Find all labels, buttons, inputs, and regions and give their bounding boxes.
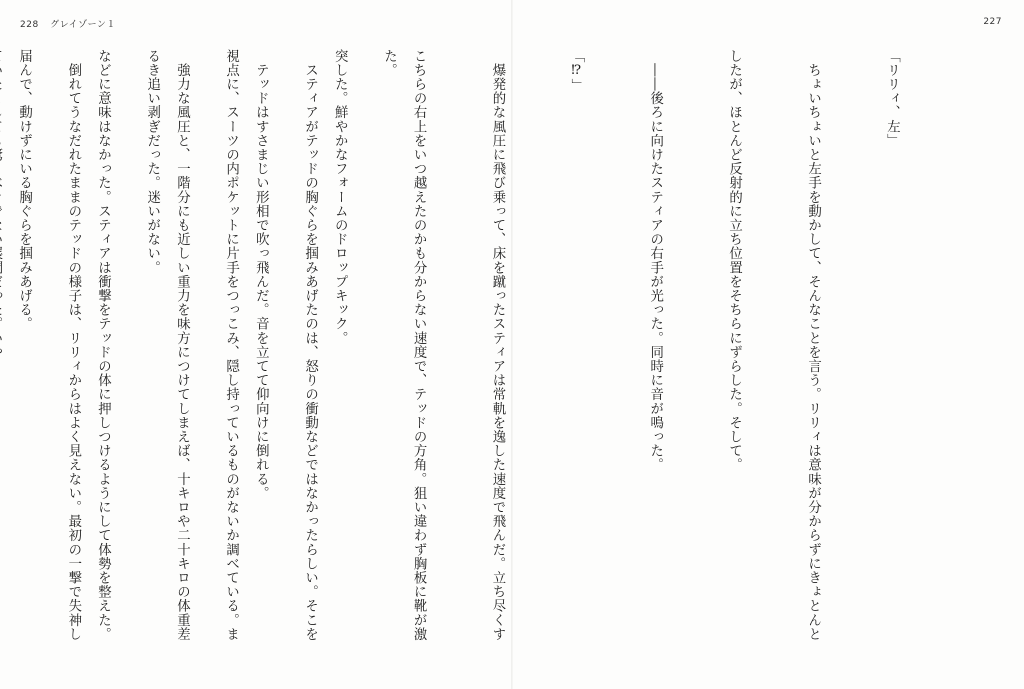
body-line: 「⁉」 <box>568 49 584 93</box>
body-line: テッドはすさまじい形相で吹っ飛んだ。音を立てて仰向けに倒れる。 <box>253 49 269 501</box>
body-line: るき追い剥ぎだった。迷いがない。 <box>144 49 160 275</box>
right-page-number: 227 <box>983 17 1002 27</box>
body-line: 倒れてうなだれたままのテッドの様子は、リリィからはよく見えない。最初の一撃で失神し <box>65 49 81 642</box>
body-line: 突した。鮮やかなフォームのドロップキック。 <box>332 49 348 346</box>
body-line <box>0 49 7 657</box>
body-line: ちょいちょいと左手を動かして、そんなことを言う。リリィは意味が分からずにきょとんと <box>805 49 821 642</box>
left-page-body <box>44 49 454 657</box>
running-title: グレイゾーン１ <box>50 20 116 30</box>
body-line: などに意味はなかった。スティアは衝撃をテッドの体に押しつけるようにして体勢を整えた。 <box>95 49 111 642</box>
right-page-header <box>983 17 1002 27</box>
body-line: 届んで、動けずにいる胸ぐらを掴みあげる。 <box>16 49 32 331</box>
body-line: したが、ほとんど反射的に立ち位置をそちらにずらした。そして。 <box>726 49 742 472</box>
left-page-header <box>20 17 116 30</box>
body-line: スティアがテッドの胸ぐらを掴みあげたのは、怒りの衝動などではなかったらしい。そこを <box>302 49 318 642</box>
body-line: こちらの右上をいつ越えたのかも分からない速度で、テッドの方角。狙い違わず胸板に靴が激 <box>411 49 427 642</box>
body-line: 爆発的な風圧に飛び乗って、床を蹴ったスティアは常軌を逸した速度で飛んだ。立ち尽くす <box>489 49 505 642</box>
body-line: 視点に、スーツの内ポケットに片手をつっこみ、隠し持っているものがないか調べている。ま <box>223 49 239 642</box>
body-line: ――後ろに向けたスティアの右手が光った。同時に音が鳴った。 <box>647 49 663 472</box>
body-line: 「リリィ、左」 <box>884 49 900 148</box>
left-page-number: 228 <box>20 20 39 30</box>
body-line: た。 <box>381 49 397 78</box>
body-line: 強力な風圧と、一階分にも近しい重力を味方につけてしまえば、十キロや二十キロの体重差 <box>174 49 190 642</box>
